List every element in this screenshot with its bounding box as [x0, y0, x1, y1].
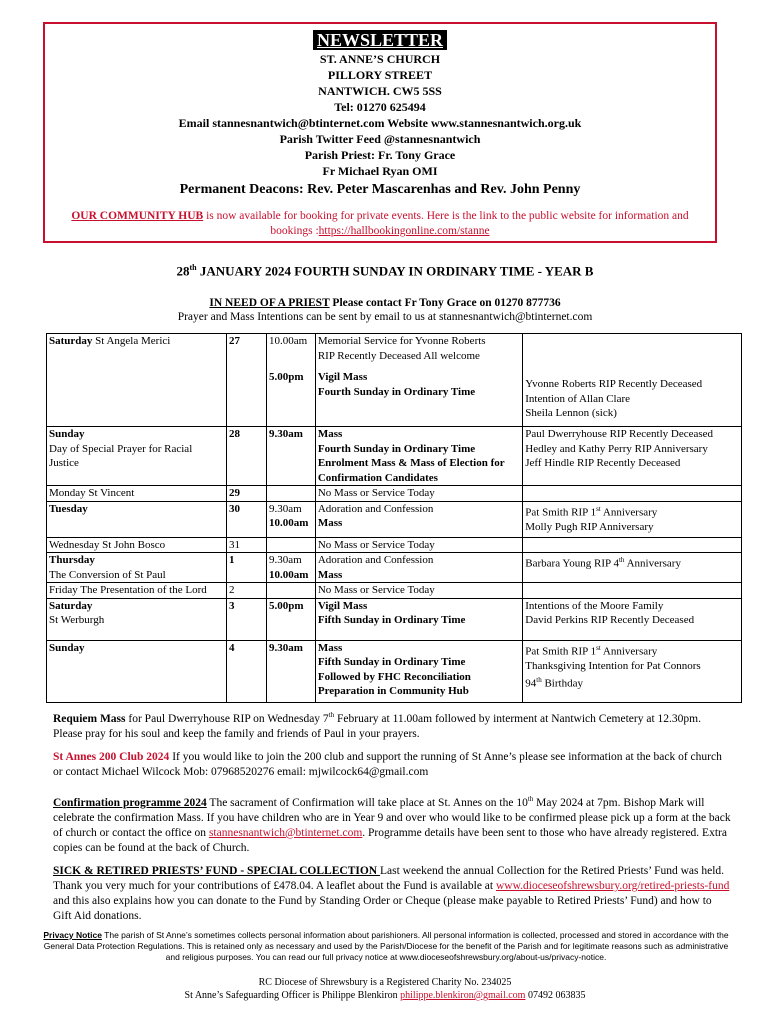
- sunday-heading: [0, 263, 770, 279]
- confirmation-heading: Confirmation programme 2024: [53, 796, 207, 809]
- intention-text: Pat Smith RIP 1: [525, 506, 597, 519]
- sunday-day-suffix: th: [189, 263, 197, 272]
- safeguarding-email-link[interactable]: philippe.blenkiron@gmail.com: [400, 990, 526, 1001]
- club-text: If you would like to join the 200 club and support the running of St Anne’s please see information at the back of church or contact Michael Wilcock Mob: 07968520276 email: mjwilcock64@gmail.com: [53, 751, 722, 778]
- priests-fund-text: Last weekend the annual Collection for the Retired Priests’ Fund was held. Thank you very much for your contributions of £478.04. A leaflet about the Fund is available at: [53, 865, 725, 892]
- safeguarding-phone: 07492 063835: [525, 990, 586, 1001]
- day-feast: The Conversion of St Paul: [49, 568, 166, 581]
- table-row: [47, 334, 742, 427]
- mass-intention: [525, 673, 739, 691]
- service-event: Followed by FHC Reconciliation Preparation in Community Hub: [317, 670, 471, 697]
- table-row: [47, 486, 742, 502]
- service-time: 10.00am: [269, 517, 309, 529]
- intention-text: Anniversary: [600, 506, 658, 519]
- church-town: NANTWICH. CW5 5SS: [318, 84, 442, 98]
- time-cell: [267, 553, 316, 583]
- intention-text: Barbara Young RIP 4: [525, 557, 619, 570]
- service-event: Adoration and Confession: [317, 502, 434, 515]
- event-cell: No Mass or Service Today: [315, 486, 522, 502]
- priest-notice: [0, 297, 770, 309]
- time-cell: [267, 334, 316, 427]
- day-name: Saturday: [49, 599, 93, 612]
- date-cell: 27: [227, 334, 267, 427]
- service-event: Fourth Sunday in Ordinary Time: [317, 385, 476, 398]
- newsletter-header: [43, 22, 717, 243]
- table-row: [47, 598, 742, 640]
- intention-cell: [523, 583, 742, 599]
- mass-intention: David Perkins RIP Recently Deceased: [525, 614, 695, 626]
- event-cell: [315, 553, 522, 583]
- confirmation-text: . Programme details have been sent to those who have already registered. Extra copies can be found at the back of Church.: [53, 826, 727, 854]
- service-event: Mass: [317, 641, 343, 654]
- time-cell: [267, 583, 316, 599]
- service-event: Mass: [317, 517, 343, 529]
- event-cell: No Mass or Service Today: [315, 583, 522, 599]
- day-feast: St Werburgh: [49, 614, 105, 626]
- day-cell: [47, 553, 227, 583]
- requiem-text: February at 11.00am followed by interment at Nantwich Cemetery at 12.30pm. Please pray for his soul and keep the family and friends of Paul in your prayers.: [53, 712, 701, 740]
- intention-cell: [523, 486, 742, 502]
- sunday-day-number: 28: [176, 263, 190, 279]
- priests-fund-heading: SICK & RETIRED PRIESTS’ FUND - SPECIAL COLLECTION: [53, 865, 380, 877]
- privacy-heading: Privacy Notice: [43, 930, 102, 940]
- charity-number: RC Diocese of Shrewsbury is a Registered Charity No. 234025: [258, 977, 512, 988]
- community-hub-heading: OUR COMMUNITY HUB: [71, 210, 204, 222]
- club-heading: St Annes 200 Club 2024: [53, 751, 170, 763]
- event-cell: [315, 501, 522, 537]
- newsletter-title: NEWSLETTER: [313, 30, 447, 50]
- date-cell: 2: [227, 583, 267, 599]
- service-event: Mass: [317, 428, 343, 440]
- requiem-text: for Paul Dwerryhouse RIP on Wednesday 7: [125, 712, 329, 725]
- requiem-heading: Requiem Mass: [53, 712, 126, 725]
- service-event: Memorial Service for Yvonne Roberts: [317, 335, 486, 347]
- table-row: [47, 501, 742, 537]
- church-email-website: Email stannesnantwich@btinternet.com Website www.stannesnantwich.org.uk: [178, 116, 582, 130]
- ordinal-suffix: th: [536, 676, 542, 685]
- intention-cell: [523, 427, 742, 486]
- service-event: Enrolment Mass & Mass of Election for Confirmation Candidates: [317, 457, 505, 484]
- confirmation-text: The sacrament of Confirmation will take place at St. Annes on the 10: [206, 796, 528, 809]
- intention-cell: [523, 640, 742, 702]
- day-name: Thursday: [49, 554, 95, 566]
- service-time: 10.00am: [269, 568, 309, 581]
- service-event: Vigil Mass: [317, 371, 368, 383]
- table-row: [47, 583, 742, 599]
- mass-intention: [525, 641, 739, 659]
- time-cell: 9.30am: [267, 640, 316, 702]
- event-cell: [315, 640, 522, 702]
- mass-schedule-table: [46, 333, 742, 703]
- time-cell: 9.30am: [267, 427, 316, 486]
- service-event: Fifth Sunday in Ordinary Time: [317, 656, 466, 668]
- community-hub-text: is now available for booking for private events. Here is the link to the public website for information and bookings :: [203, 210, 689, 237]
- service-event: Vigil Mass: [317, 599, 368, 612]
- service-time: 9.30am: [269, 502, 302, 515]
- church-name: ST. ANNE’S CHURCH: [319, 52, 441, 66]
- twitter-feed: Parish Twitter Feed @stannesnantwich: [279, 132, 481, 146]
- safeguarding-line: [0, 989, 770, 1002]
- day-cell: Wednesday St John Bosco: [47, 537, 227, 553]
- day-cell: Monday St Vincent: [47, 486, 227, 502]
- mass-intention: Paul Dwerryhouse RIP Recently Deceased: [525, 428, 714, 440]
- day-cell: [47, 334, 227, 427]
- church-telephone: Tel: 01270 625494: [334, 100, 426, 114]
- table-row: [47, 553, 742, 583]
- service-event: RIP Recently Deceased All welcome: [317, 349, 480, 362]
- time-cell: [267, 501, 316, 537]
- ordinal-suffix: st: [596, 643, 601, 652]
- table-row: [47, 537, 742, 553]
- date-cell: 28: [227, 427, 267, 486]
- intention-text: Anniversary: [624, 557, 681, 570]
- event-cell: [315, 334, 522, 427]
- intention-cell: [523, 501, 742, 537]
- service-event: Fourth Sunday in Ordinary Time: [317, 442, 476, 455]
- date-cell: 31: [227, 537, 267, 553]
- intention-cell: [523, 598, 742, 640]
- priest-notice-heading: IN NEED OF A PRIEST: [209, 297, 330, 309]
- intention-text: 94: [525, 677, 537, 690]
- priests-fund-link[interactable]: www.dioceseofshrewsbury.org/retired-priests-fund: [495, 880, 730, 892]
- intention-cell: [523, 537, 742, 553]
- mass-intention: Molly Pugh RIP Anniversary: [525, 520, 654, 533]
- time-cell: [267, 486, 316, 502]
- intention-text: Anniversary: [600, 645, 658, 658]
- table-row: [47, 640, 742, 702]
- day-cell: Friday The Presentation of the Lord: [47, 583, 227, 599]
- parish-priest: Parish Priest: Fr. Tony Grace: [304, 148, 456, 162]
- service-time: 9.30am: [269, 554, 302, 566]
- service-time: 5.00pm: [269, 370, 304, 383]
- day-cell: Sunday: [47, 640, 227, 702]
- service-event: Mass: [317, 568, 343, 581]
- date-cell: 30: [227, 501, 267, 537]
- time-cell: [267, 537, 316, 553]
- time-cell: 5.00pm: [267, 598, 316, 640]
- priests-fund-notice: [53, 864, 733, 924]
- page-footer: [0, 976, 770, 1002]
- mass-intention: Sheila Lennon (sick): [525, 407, 617, 419]
- mass-intention: Yvonne Roberts RIP Recently Deceased: [525, 378, 703, 390]
- mass-intention: Intention of Allan Clare: [525, 392, 631, 405]
- day-cell: [47, 598, 227, 640]
- priests-fund-text: and this also explains how you can donate to the Fund by Standing Order or Cheque (please make payable to Retired Priests’ Fund) and how to Gift Aid donations.: [53, 895, 712, 922]
- service-event: Fifth Sunday in Ordinary Time: [317, 614, 466, 626]
- requiem-notice: [53, 708, 733, 742]
- sunday-title-text: JANUARY 2024 FOURTH SUNDAY IN ORDINARY TIME - YEAR B: [196, 263, 594, 279]
- confirmation-notice: [53, 792, 733, 856]
- ordinal-suffix: th: [527, 795, 534, 803]
- prayer-intentions-line: Prayer and Mass Intentions can be sent by email to us at stannesnantwich@btinternet.com: [177, 311, 593, 323]
- intention-cell: [523, 334, 742, 427]
- permanent-deacons: Permanent Deacons: Rev. Peter Mascarenhas and Rev. John Penny: [179, 182, 581, 197]
- assistant-priest: Fr Michael Ryan OMI: [322, 164, 438, 178]
- mass-intention: [525, 502, 739, 520]
- intention-text: Birthday: [541, 677, 583, 690]
- church-street: PILLORY STREET: [327, 68, 433, 82]
- mass-intention: Thanksgiving Intention for Pat Connors: [525, 659, 701, 672]
- day-name: Sunday: [49, 428, 85, 440]
- date-cell: 4: [227, 640, 267, 702]
- ordinal-suffix: st: [596, 504, 601, 513]
- privacy-notice: [36, 930, 736, 963]
- intention-cell: [523, 553, 742, 583]
- community-hub-notice: [61, 209, 699, 239]
- day-cell: Tuesday: [47, 501, 227, 537]
- day-feast: Day of Special Prayer for Racial Justice: [49, 442, 193, 469]
- intention-text: Pat Smith RIP 1: [525, 645, 597, 658]
- confirmation-text: May 2024 at 7pm. Bishop Mark will celebrate the confirmation Mass. If you have children who are in Year 9 and over who would like to be confirmed please pick up a form at the back of church or contact the office on: [53, 796, 731, 839]
- club-notice: [53, 750, 733, 780]
- date-cell: 3: [227, 598, 267, 640]
- service-time: 10.00am: [269, 335, 308, 347]
- mass-intention: Intentions of the Moore Family: [525, 599, 664, 612]
- day-feast: St Angela Merici: [92, 335, 171, 347]
- mass-intention: [525, 553, 739, 571]
- ordinal-suffix: th: [618, 556, 625, 564]
- mass-intention: Hedley and Kathy Perry RIP Anniversary: [525, 442, 708, 455]
- hall-booking-link[interactable]: https://hallbookingonline.com/stanne: [318, 225, 490, 237]
- event-cell: No Mass or Service Today: [315, 537, 522, 553]
- priest-notice-text: Please contact Fr Tony Grace on 01270 877736: [329, 297, 561, 309]
- event-cell: [315, 598, 522, 640]
- office-email-link[interactable]: stannesnantwich@btinternet.com: [208, 826, 363, 839]
- day-cell: [47, 427, 227, 486]
- day-name: Saturday: [49, 335, 93, 347]
- date-cell: 1: [227, 553, 267, 583]
- safeguarding-text: St Anne’s Safeguarding Officer is Philippe Blenkiron: [184, 990, 401, 1001]
- event-cell: [315, 427, 522, 486]
- date-cell: 29: [227, 486, 267, 502]
- service-event: Adoration and Confession: [317, 554, 434, 566]
- table-row: [47, 427, 742, 486]
- ordinal-suffix: th: [328, 711, 335, 719]
- privacy-text: The parish of St Anne’s sometimes collects personal information about parishioners. All personal information is collected, processed and stored in accordance with the General Data Protection Regulations. This is retained only as necessary and used by the Parish/Diocese for the benefit of the Parish and for legitimate reasons such as administrative and religious purposes. You can read our full privacy notice at www.dioceseofshrewsbury.org/about-us/privacy-notice.: [43, 930, 729, 962]
- mass-intention: Jeff Hindle RIP Recently Deceased: [525, 457, 681, 469]
